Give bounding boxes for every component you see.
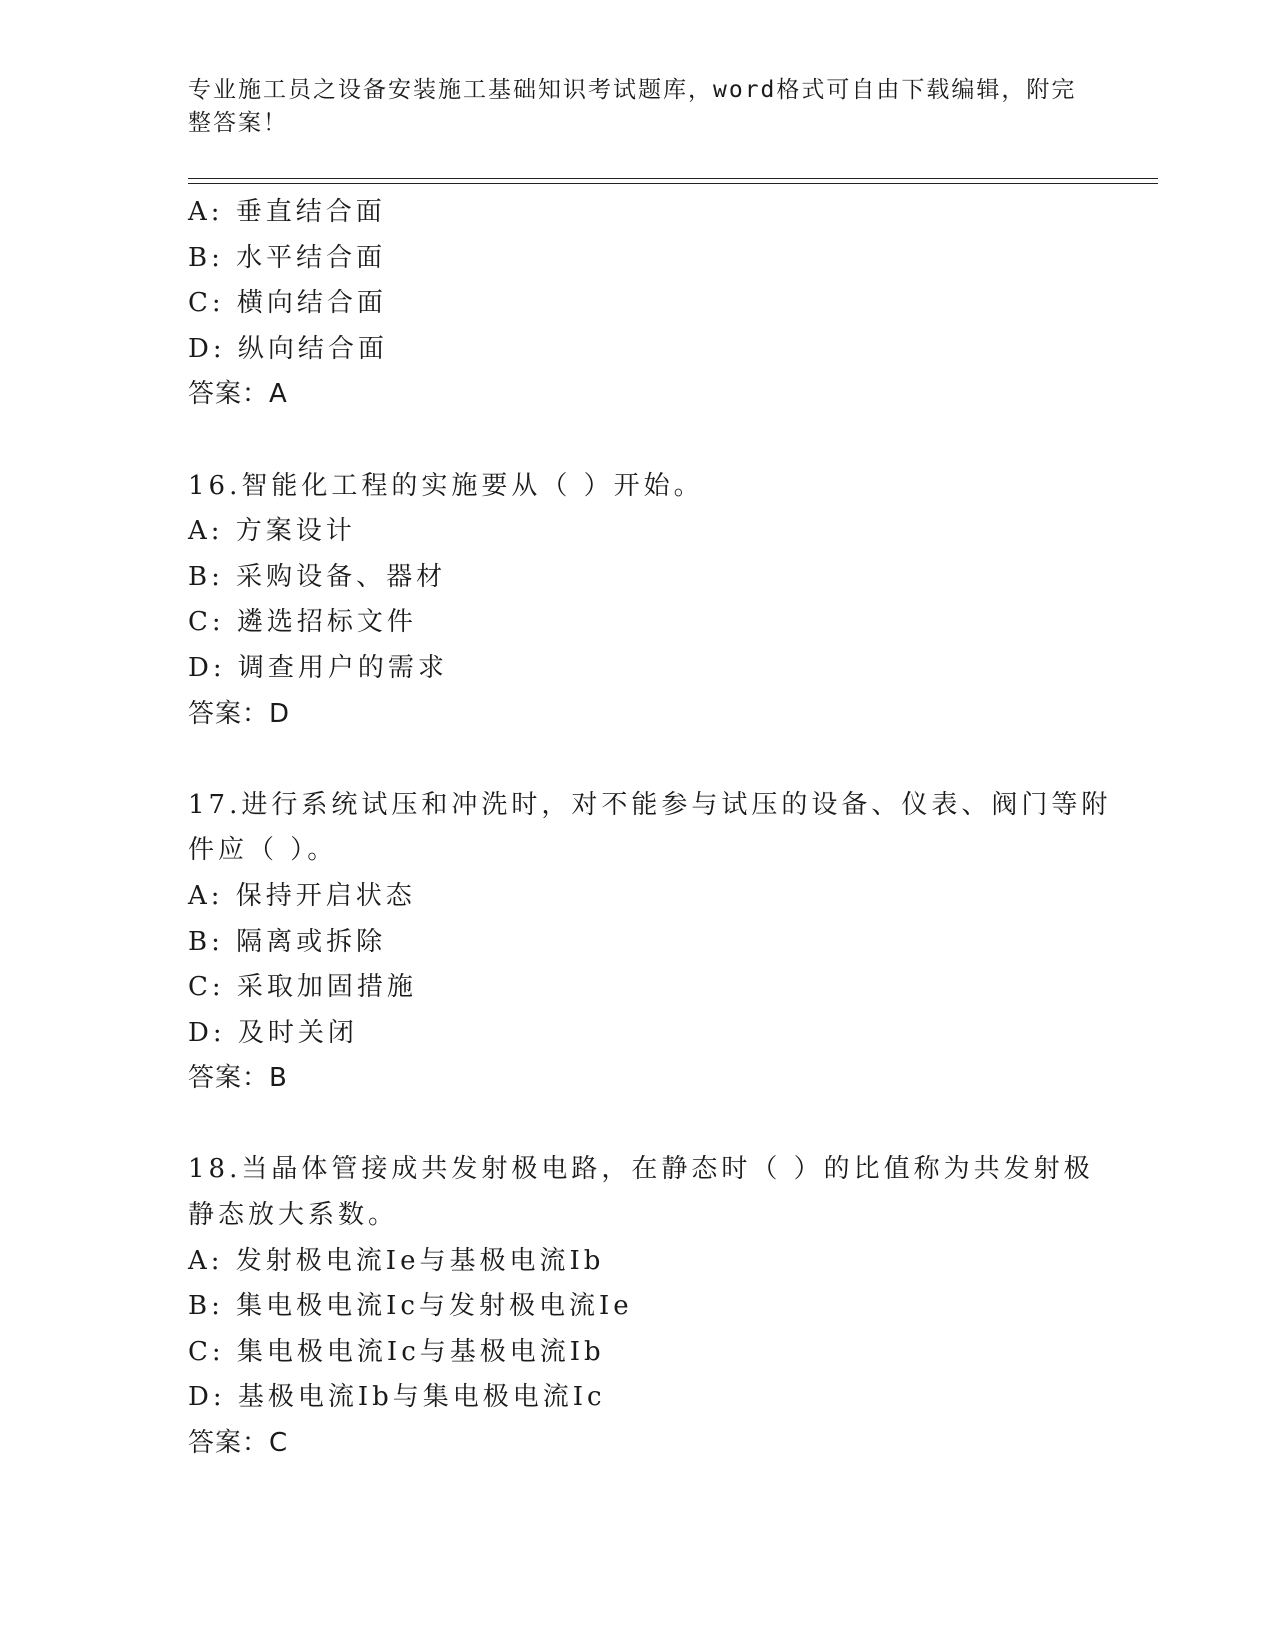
header-line-2: 整答案！ (188, 110, 288, 136)
question-text: 18.当晶体管接成共发射极电路，在静态时（ ）的比值称为共发射极 (188, 1154, 1094, 1185)
option-d: D: 及时关闭 (188, 1017, 358, 1048)
option-c: C: 采取加固措施 (188, 972, 417, 1003)
answer-line: 答案：A (188, 379, 288, 410)
question-text-continued: 静态放大系数。 (188, 1200, 399, 1231)
option-a: A: 垂直结合面 (188, 197, 386, 227)
spacer (188, 1102, 1088, 1148)
header-line-1: 专业施工员之设备安装施工基础知识考试题库，word格式可自由下载编辑，附完 (188, 77, 1077, 103)
question-block-15 (188, 190, 1088, 418)
spacer (188, 737, 1088, 783)
option-d: D: 纵向结合面 (188, 333, 388, 364)
option-a: A: 保持开启状态 (188, 880, 416, 911)
option-b: B: 集电极电流Ic与发射极电流Ie (188, 1291, 633, 1322)
option-a: A: 发射极电流Ie与基极电流Ib (188, 1245, 605, 1276)
option-c: C: 集电极电流Ic与基极电流Ib (188, 1336, 605, 1367)
document-header (188, 74, 1088, 140)
answer-line: 答案：B (188, 1063, 288, 1094)
question-text: 17.进行系统试压和冲洗时，对不能参与试压的设备、仪表、阀门等附 (188, 789, 1112, 820)
option-b: B: 采购设备、器材 (188, 561, 447, 592)
question-list (188, 190, 1112, 1467)
header-divider-bottom (188, 183, 1158, 184)
option-b: B: 水平结合面 (188, 242, 387, 273)
question-text-continued: 件应（ ）。 (188, 835, 338, 866)
header-divider-top (188, 178, 1158, 179)
question-block-18 (188, 1147, 1094, 1466)
answer-line: 答案：C (188, 1428, 289, 1459)
option-c: C: 遴选招标文件 (188, 607, 417, 638)
option-b: B: 隔离或拆除 (188, 926, 387, 957)
question-block-17 (188, 783, 1112, 1102)
question-text: 16.智能化工程的实施要从（ ）开始。 (188, 470, 704, 501)
answer-line: 答案：D (188, 698, 291, 729)
option-d: D: 调查用户的需求 (188, 652, 448, 683)
option-d: D: 基极电流Ib与集电极电流Ic (188, 1382, 606, 1413)
question-block-16 (188, 464, 1088, 738)
spacer (188, 418, 1088, 464)
option-a: A: 方案设计 (188, 516, 356, 547)
option-c: C: 横向结合面 (188, 288, 387, 319)
